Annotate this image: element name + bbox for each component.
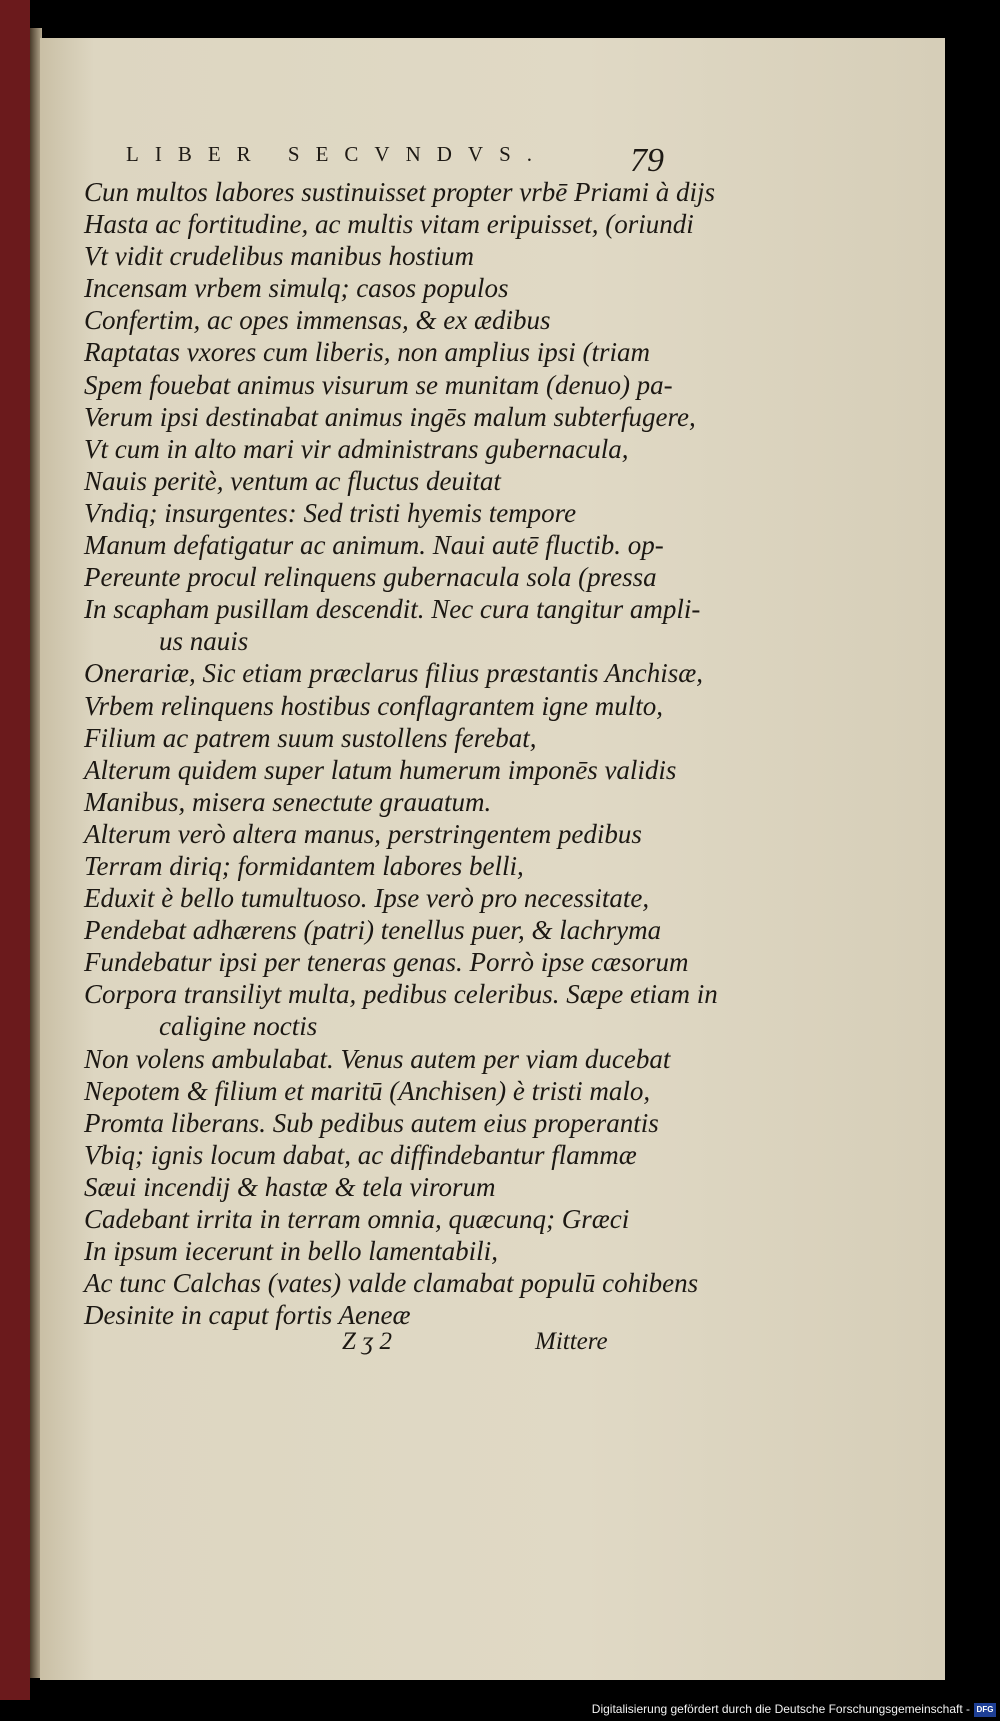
text-line: Confertim, ac opes immensas, & ex ædibus xyxy=(84,305,551,336)
running-header: LIBER SECVNDVS. xyxy=(126,142,549,166)
text-line: Cadebant irrita in terram omnia, quæcunq; Græci xyxy=(84,1204,630,1234)
text-line: Sæui incendij & hastæ & tela virorum xyxy=(84,1171,496,1202)
text-line: Onerariæ, Sic etiam præclarus filius præstantis Anchisæ, xyxy=(84,658,704,689)
text-line: Manum defatigatur ac animum. Naui autē fluctib. op- xyxy=(84,530,664,561)
text-line: Vrbem relinquens hostibus conflagrantem igne multo, xyxy=(84,690,663,721)
text-line: Ac tunc Calchas (vates) valde clamabat populū cohibens xyxy=(84,1268,699,1299)
book-page xyxy=(40,38,945,1680)
text-line: Verum ipsi destinabat animus ingēs malum subterfugere, xyxy=(84,401,696,432)
text-line: Manibus, misera senectute grauatum. xyxy=(84,786,492,817)
text-line: In scapham pusillam descendit. Nec cura tangitur ampli- xyxy=(84,594,701,625)
credit-bar xyxy=(0,1700,1000,1721)
text-line: Fundebatur ipsi per teneras genas. Porrò ipse cæsorum xyxy=(84,947,689,978)
text-line: Corpora transiliyt multa, pedibus celeribus. Sæpe etiam in xyxy=(84,979,718,1010)
text-line: Spem fouebat animus visurum se munitam (denuo) pa- xyxy=(84,369,673,400)
text-line: caligine noctis xyxy=(159,1011,318,1042)
credit-text: Digitalisierung gefördert durch die Deutsche Forschungsgemeinschaft - xyxy=(591,1702,970,1716)
text-line: Hasta ac fortitudine, ac multis vitam eripuisset, (oriundi xyxy=(84,209,694,240)
text-line: Pendebat adhærens (patri) tenellus puer, & lachryma xyxy=(84,915,662,946)
text-line: Non volens ambulabat. Venus autem per viam ducebat xyxy=(84,1043,671,1074)
text-line: Filium ac patrem suum sustollens ferebat, xyxy=(84,722,537,753)
text-line: us nauis xyxy=(159,626,249,657)
text-line: Desinite in caput fortis Aeneæ xyxy=(84,1300,411,1331)
text-block xyxy=(84,176,718,1331)
text-line: Pereunte procul relinquens gubernacula sola (pressa xyxy=(84,562,657,593)
text-line: Eduxit è bello tumultuoso. Ipse verò pro necessitate, xyxy=(84,883,650,914)
text-line: Incensam vrbem simulq; casos populos xyxy=(84,273,509,304)
text-line: Vt vidit crudelibus manibus hostium xyxy=(84,241,474,272)
text-line: In ipsum iecerunt in bello lamentabili, xyxy=(84,1236,498,1267)
text-line: Promta liberans. Sub pedibus autem eius properantis xyxy=(84,1107,659,1138)
text-line: Alterum verò altera manus, perstringentem pedibus xyxy=(84,818,642,849)
text-line: Nauis peritè, ventum ac fluctus deuitat xyxy=(84,465,501,496)
dfg-logo-icon: DFG xyxy=(974,1703,996,1717)
text-line: Nepotem & filium et maritū (Anchisen) è tristi malo, xyxy=(84,1075,651,1106)
signature-mark: Z ʒ 2 xyxy=(342,1328,392,1355)
text-line: Vndiq; insurgentes: Sed tristi hyemis tempore xyxy=(84,497,577,528)
book-spine xyxy=(0,0,30,1721)
text-line: Raptatas vxores cum liberis, non amplius ipsi (triam xyxy=(84,337,650,368)
text-line: Vbiq; ignis locum dabat, ac diffindebantur flammæ xyxy=(84,1139,637,1170)
text-line: Alterum quidem super latum humerum imponēs validis xyxy=(84,754,677,785)
text-line: Cun multos labores sustinuisset propter vrbē Priami à dijs xyxy=(84,177,716,207)
page-number: 79 xyxy=(630,142,664,179)
text-line: Terram diriq; formidantem labores belli, xyxy=(84,850,524,881)
text-line: Vt cum in alto mari vir administrans gubernacula, xyxy=(84,433,629,464)
catchword: Mittere xyxy=(535,1328,608,1355)
